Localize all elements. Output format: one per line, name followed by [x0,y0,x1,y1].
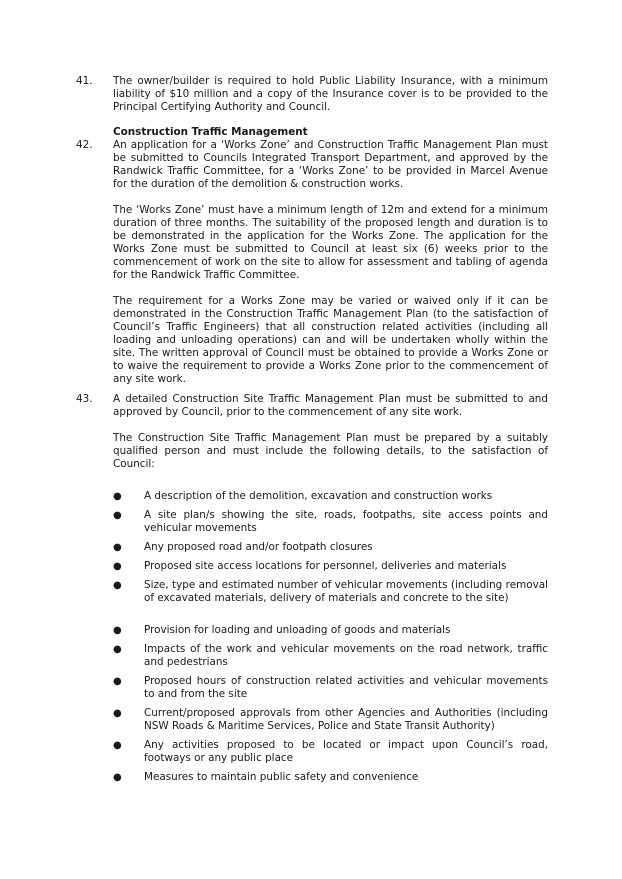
condition-paragraph: The owner/builder is required to hold Public Liability Insurance, with a minimum liability of $10 million and a copy of the Insurance cover is to be provided to the Principal Certifying Authority and Council. [113,75,548,113]
condition-41 [76,75,548,114]
list-item-text: Provision for loading and unloading of goods and materials [144,624,451,636]
list-item [113,560,548,573]
bullet-icon: ● [113,772,122,783]
condition-42 [76,139,548,386]
list-item [113,490,548,503]
condition-paragraph: The Construction Site Traffic Management Plan must be prepared by a suitably qualified person and must include the following details, to the satisfaction of Council: [113,432,548,470]
condition-43 [76,393,548,471]
bullet-icon: ● [113,708,122,719]
section-heading: Construction Traffic Management [113,126,308,138]
condition-paragraph: A detailed Construction Site Traffic Management Plan must be submitted to and approved by Council, prior to the commencement of any site work. [113,393,548,418]
list-item-text: A description of the demolition, excavation and construction works [144,490,493,502]
bullet-icon: ● [113,542,122,553]
list-item [113,624,548,637]
bullet-icon: ● [113,740,122,751]
list-item-text: Proposed site access locations for personnel, deliveries and materials [144,560,507,572]
bullet-icon: ● [113,491,122,502]
list-item-text: Any activities proposed to be located or impact upon Council’s road, footways or any public place [144,739,548,764]
bullet-icon: ● [113,676,122,687]
bullet-icon: ● [113,510,122,521]
list-item-text: Proposed hours of construction related activities and vehicular movements to and from the site [144,675,548,700]
list-item [113,771,548,784]
bullet-icon: ● [113,625,122,636]
condition-paragraph: An application for a ‘Works Zone’ and Construction Traffic Management Plan must be submitted to Councils Integrated Transport Department, and approved by the Randwick Traffic Committee, for a ‘Works Zone’ to be provided in Marcel Avenue for the duration of the demolition & construction works. [113,139,548,190]
condition-number: 41. [76,75,93,87]
list-item-text: Size, type and estimated number of vehicular movements (including removal of excavated materials, delivery of materials and concrete to the site) [144,579,548,604]
bullet-icon: ● [113,644,122,655]
list-item-text: Current/proposed approvals from other Agencies and Authorities (including NSW Roads & Maritime Services, Police and State Transit Authority) [144,707,548,732]
bullet-icon: ● [113,580,122,591]
list-item [113,707,548,733]
list-item [113,541,548,554]
list-item-text: A site plan/s showing the site, roads, footpaths, site access points and vehicular movements [144,509,548,534]
condition-paragraph: The requirement for a Works Zone may be varied or waived only if it can be demonstrated in the Construction Traffic Management Plan (to the satisfaction of Council’s Traffic Engineers) that all construction related activities (including all loading and unloading operations) can and will be undertaken wholly within the site. The written approval of Council must be obtained to provide a Works Zone or to waive the requirement to provide a Works Zone prior to the commencement of any site work. [113,295,548,385]
condition-paragraph: The ‘Works Zone’ must have a minimum length of 12m and extend for a minimum duration of three months. The suitability of the proposed length and duration is to be demonstrated in the application for the Works Zone. The application for the Works Zone must be submitted to Council at least six (6) weeks prior to the commencement of work on the site to allow for assessment and tabling of agenda for the Randwick Traffic Committee. [113,204,548,281]
list-item-text: Any proposed road and/or footpath closures [144,541,373,553]
list-item-text: Impacts of the work and vehicular movements on the road network, traffic and pedestrians [144,643,548,668]
condition-number: 42. [76,139,93,151]
list-item [113,643,548,669]
list-item [113,739,548,765]
list-item-text: Measures to maintain public safety and convenience [144,771,419,783]
condition-number: 43. [76,393,93,405]
list-item [113,509,548,535]
list-item [113,675,548,701]
bullet-icon: ● [113,561,122,572]
list-item [113,579,548,605]
